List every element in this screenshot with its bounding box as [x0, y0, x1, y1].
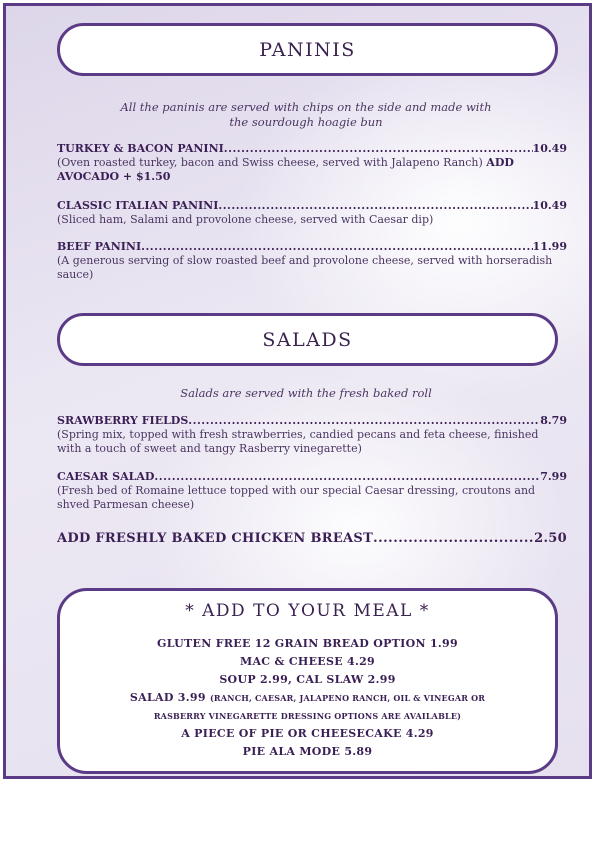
- leader-dots: [373, 531, 534, 546]
- item-price: 10.49: [532, 199, 567, 212]
- leader-dots: [154, 470, 540, 483]
- add-option-gluten-free: GLUTEN FREE 12 GRAIN BREAD OPTION 1.99: [157, 637, 458, 650]
- salads-note: Salads are served with the fresh baked roll: [180, 386, 432, 400]
- menu-item-caesar-salad: [57, 470, 567, 512]
- leader-dots: [141, 240, 532, 253]
- item-price: 7.99: [540, 470, 567, 483]
- leader-dots: [188, 414, 540, 427]
- salads-heading-pill: [57, 313, 558, 366]
- item-description: (Spring mix, topped with fresh strawberries, candied pecans and feta cheese, finished with a touch of sweet and tangy Rasberry vinegarette): [57, 428, 539, 455]
- paninis-note: [66, 100, 546, 130]
- paninis-heading: PANINIS: [259, 38, 356, 61]
- item-name: TURKEY & BACON PANINI: [57, 142, 224, 155]
- menu-page-frame: [3, 3, 592, 779]
- item-price: 10.49: [532, 142, 567, 155]
- add-to-meal-list: [60, 635, 555, 761]
- item-extra: ADD AVOCADO + $1.50: [57, 156, 514, 183]
- item-price: 8.79: [540, 414, 567, 427]
- leader-dots: [218, 199, 532, 212]
- add-to-meal-box: [57, 588, 558, 774]
- paninis-heading-pill: [57, 23, 558, 76]
- leader-dots: [224, 142, 533, 155]
- add-option-soup-slaw: SOUP 2.99, CAL SLAW 2.99: [219, 673, 396, 686]
- paninis-note-line1: All the paninis are served with chips on the side and made with: [120, 100, 492, 114]
- item-name: CLASSIC ITALIAN PANINI: [57, 199, 219, 212]
- item-price: 2.50: [534, 531, 567, 546]
- add-option-pie-ala-mode: PIE ALA MODE 5.89: [242, 745, 373, 758]
- add-option-salad-dressings: RASBERRY VINEGARETTE DRESSING OPTIONS ARE AVAILABLE): [153, 711, 462, 721]
- add-option-salad: SALAD 3.99 (RANCH, CAESAR, JALAPENO RANCH, OIL & VINEGAR OR: [129, 691, 486, 704]
- salads-heading: SALADS: [262, 328, 353, 351]
- menu-item-classic-italian: [57, 199, 567, 227]
- paninis-note-line2: the sourdough hoagie bun: [229, 115, 383, 129]
- add-option-pie-cheesecake: A PIECE OF PIE OR CHEESECAKE 4.29: [181, 727, 434, 740]
- menu-item-strawberry-fields: [57, 414, 567, 456]
- item-name: CAESAR SALAD: [57, 470, 155, 483]
- item-name: SRAWBERRY FIELDS: [57, 414, 189, 427]
- item-description: (Fresh bed of Romaine lettuce topped with our special Caesar dressing, croutons and shved Parmesan cheese): [57, 484, 536, 511]
- item-price: 11.99: [532, 240, 567, 253]
- item-description: (Sliced ham, Salami and provolone cheese, served with Caesar dip): [57, 213, 434, 226]
- item-name: ADD FRESHLY BAKED CHICKEN BREAST: [57, 531, 374, 546]
- menu-item-beef-panini: [57, 240, 567, 282]
- item-name: BEEF PANINI: [57, 240, 142, 253]
- menu-item-add-chicken: [57, 531, 567, 546]
- item-description: (Oven roasted turkey, bacon and Swiss cheese, served with Jalapeno Ranch) ADD AVOCADO + $1.50: [57, 156, 514, 183]
- menu-item-turkey-bacon: [57, 142, 567, 184]
- item-description: (A generous serving of slow roasted beef and provolone cheese, served with horseradish sauce): [57, 254, 553, 281]
- add-to-meal-heading: * ADD TO YOUR MEAL *: [185, 601, 430, 621]
- add-option-mac-cheese: MAC & CHEESE 4.29: [239, 655, 376, 668]
